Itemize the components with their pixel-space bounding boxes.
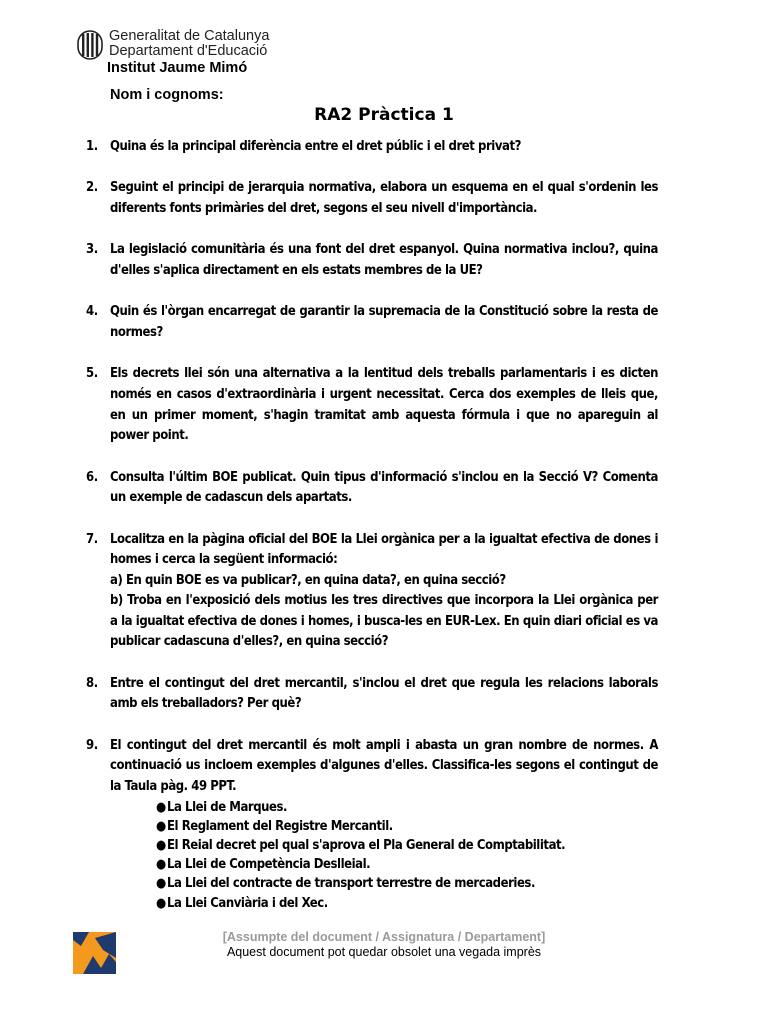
letterhead (72, 28, 272, 80)
question-number: 2. (86, 180, 98, 196)
question-subpart-a: a) En quin BOE es va publicar?, en quina data?, en quina secció? (110, 572, 506, 588)
question-text: La legislació comunitària és una font del dret espanyol. Quina normativa inclou?, quina d'elles s'aplica directament en els estats membres de la UE? (110, 242, 658, 278)
question-number: 3. (86, 242, 98, 258)
name-field-label: Nom i cognoms: (110, 87, 224, 103)
law-item: ●La Llei del contracte de transport terrestre de mercaderies. (156, 874, 658, 893)
question-text: Localitza en la pàgina oficial del BOE la Llei orgànica per a la igualtat efectiva de dones i homes i cerca la següent informació: (110, 531, 658, 568)
question-5 (86, 364, 658, 446)
law-item: ●El Reial decret pel qual s'aprova el Pla General de Comptabilitat. (156, 836, 658, 855)
question-text: Entre el contingut del dret mercantil, s'inclou el dret que regula les relacions laborals amb els treballadors? Per què? (110, 675, 658, 712)
law-item: ●La Llei Canviària i del Xec. (156, 894, 658, 913)
question-text: Quin és l'òrgan encarregat de garantir la supremacia de la Constitució sobre la resta de normes? (110, 304, 658, 340)
question-4 (86, 302, 658, 343)
bullet-icon: ● (156, 818, 166, 834)
law-item: ●La Llei de Competència Deslleial. (156, 855, 658, 874)
question-6 (86, 468, 658, 509)
question-list (86, 137, 658, 934)
institute-name: Institut Jaume Mimó (107, 60, 248, 76)
question-9 (86, 736, 658, 913)
question-3 (86, 240, 658, 281)
catalan-flag-emblem-icon (77, 30, 103, 60)
question-7 (86, 530, 658, 654)
question-8 (86, 674, 658, 715)
question-text: Seguint el principi de jerarquia normativa, elabora un esquema en el qual s'ordenin les diferents fonts primàries del dret, segons el seu nivell d'importància. (110, 180, 658, 216)
law-item: ●La Llei de Marques. (156, 798, 658, 817)
bullet-icon: ● (156, 895, 166, 911)
bullet-icon: ● (156, 857, 166, 873)
department-name: Departament d'Educació (109, 43, 268, 59)
law-list (110, 798, 658, 913)
footer-note: Aquest document pot quedar obsolet una vegada imprès (226, 945, 542, 959)
question-1 (86, 137, 658, 158)
question-text: Consulta l'últim BOE publicat. Quin tipus d'informació s'inclou en la Secció V? Comenta un exemple de cadascun dels apartats. (110, 469, 658, 506)
question-number: 1. (86, 139, 98, 154)
question-2 (86, 178, 658, 219)
question-text: Quina és la principal diferència entre el dret públic i el dret privat? (110, 139, 521, 154)
question-number: 4. (86, 304, 98, 320)
page-title: RA2 Pràctica 1 (314, 105, 454, 125)
bullet-icon: ● (156, 838, 166, 854)
question-number: 6. (86, 469, 98, 485)
question-text: El contingut del dret mercantil és molt ampli i abasta un gran nombre de normes. A continuació us incloem exemples d'algunes d'elles. Classifica-les segons el contingut de la Taula pàg. 49 PPT. (110, 737, 658, 795)
question-number: 9. (86, 737, 98, 753)
bullet-icon: ● (156, 876, 166, 892)
question-subpart-b: b) Troba en l'exposició dels motius les tres directives que incorpora la Llei orgànica per a la igualtat efectiva de dones i homes, i busca-les en EUR-Lex. En quin diari oficial es va publicar cadascuna d'elles?, en quina secció? (110, 593, 658, 650)
question-number: 8. (86, 675, 98, 691)
org-name: Generalitat de Catalunya (109, 28, 270, 44)
question-number: 7. (86, 531, 98, 547)
bullet-icon: ● (156, 799, 166, 815)
footer-subject: [Assumpte del document / Assignatura / Departament] (222, 930, 546, 944)
question-number: 5. (86, 366, 98, 382)
question-text: Els decrets llei són una alternativa a la lentitud dels treballs parlamentaris i es dicten només en casos d'extraordinària i urgent necessitat. Cerca dos exemples de lleis que, en un primer moment, s'hagin tramitat amb aquesta fórmula i que no apareguin al power point. (110, 366, 658, 444)
law-item: ●El Reglament del Registre Mercantil. (156, 817, 658, 836)
